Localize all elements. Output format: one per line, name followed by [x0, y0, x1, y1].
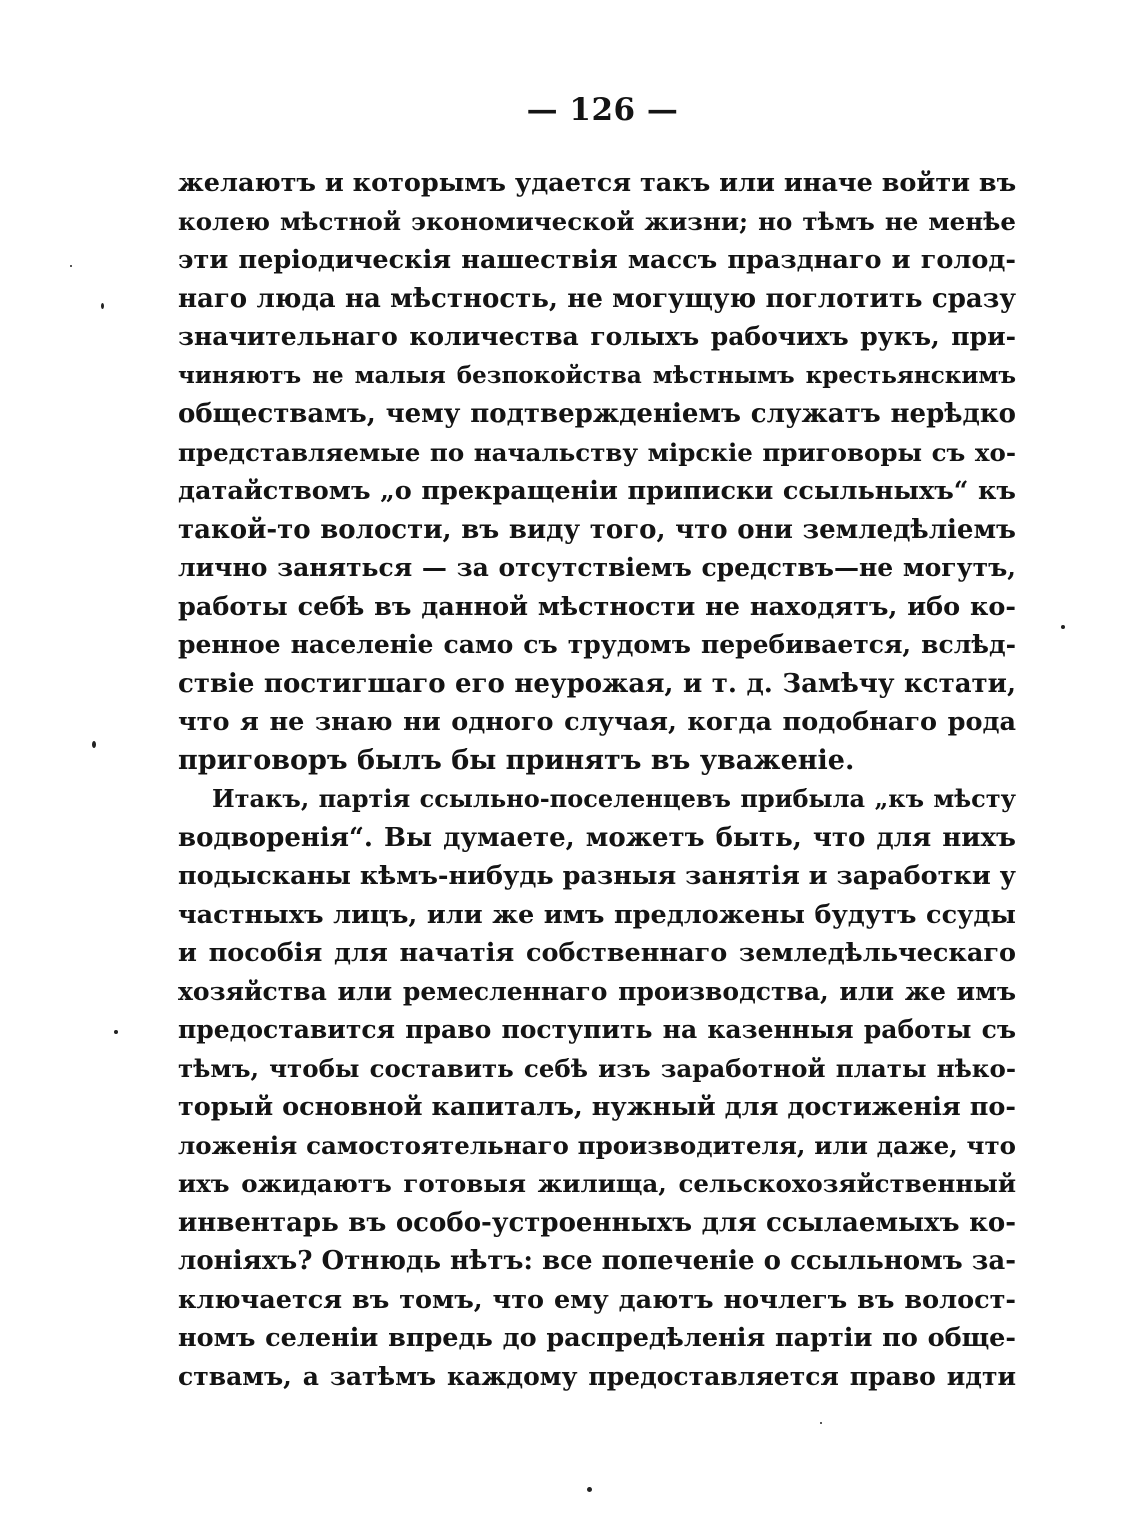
text-line: предоставится право поступить на казенныя работы съ — [178, 1015, 1016, 1044]
scan-speck — [114, 1030, 118, 1034]
scan-speck — [101, 303, 104, 309]
text-line: наго люда на мѣстность, не могущую поглотить сразу — [178, 283, 1016, 314]
page-number: — 126 — — [526, 92, 679, 128]
text-line: колею мѣстной экономической жизни; но тѣмъ не менѣе — [178, 206, 1016, 236]
text-line: такой-то волости, въ виду того, что они земледѣліемъ — [178, 514, 1016, 545]
text-line: лоніяхъ? Отнюдь нѣтъ: все попеченіе о ссыльномъ за- — [178, 1246, 1016, 1276]
text-line: ложенія самостоятельнаго производителя, или даже, что — [178, 1130, 1016, 1160]
text-line: торый основной капиталъ, нужный для достиженія по- — [178, 1092, 1016, 1122]
text-line: тѣмъ, чтобы составить себѣ изъ заработной платы нѣко- — [178, 1053, 1016, 1083]
body-text — [178, 164, 1016, 1396]
text-line: обществамъ, чему подтвержденіемъ служатъ нерѣдко — [178, 399, 1016, 429]
text-line: представляемые по начальству мірскіе приговоры съ хо- — [178, 437, 1016, 467]
text-line: ренное населеніе само съ трудомъ перебивается, вслѣд- — [178, 630, 1016, 659]
text-line: подысканы кѣмъ-нибудь разныя занятія и заработки у — [178, 861, 1016, 891]
paragraph-1 — [178, 164, 1016, 780]
paragraph-2 — [178, 780, 1016, 1396]
text-line: номъ селеніи впредь до распредѣленія партіи по обще- — [178, 1323, 1016, 1353]
text-line: что я не знаю ни одного случая, когда подобнаго рода — [178, 707, 1016, 737]
scan-speck — [820, 1422, 822, 1424]
text-line: ствамъ, а затѣмъ каждому предоставляется право идти — [178, 1361, 1016, 1391]
text-line: хозяйства или ремесленнаго производства, или же имъ — [178, 976, 1016, 1006]
text-line: водворенія“. Вы думаете, можетъ быть, что для нихъ — [178, 822, 1016, 853]
scan-speck — [1061, 625, 1065, 629]
scan-speck — [70, 265, 72, 267]
text-line: эти періодическія нашествія массъ празднаго и голод- — [178, 245, 1016, 275]
text-line: работы себѣ въ данной мѣстности не находятъ, ибо ко- — [178, 591, 1016, 622]
text-line: значительнаго количества голыхъ рабочихъ рукъ, при- — [178, 322, 1016, 351]
text-line: ихъ ожидаютъ готовыя жилища, сельскохозяйственный — [178, 1169, 1016, 1198]
text-line: лично заняться — за отсутствіемъ средствъ—не могутъ, — [178, 553, 1016, 582]
text-line: чиняютъ не малыя безпокойства мѣстнымъ крестьянскимъ — [178, 361, 1016, 389]
scan-speck — [587, 1487, 592, 1492]
text-line: инвентарь въ особо-устроенныхъ для ссылаемыхъ ко- — [178, 1207, 1016, 1238]
text-line: и пособія для начатія собственнаго земледѣльческаго — [178, 938, 1016, 968]
scan-speck — [92, 741, 96, 748]
text-line: приговоръ былъ бы принятъ въ уваженіе. — [178, 744, 855, 776]
text-line: ствіе постигшаго его неурожая, и т. д. Замѣчу кстати, — [178, 668, 1016, 699]
text-line: Итакъ, партія ссыльно-поселенцевъ прибыла „къ мѣсту — [212, 784, 1016, 813]
text-line: ключается въ томъ, что ему даютъ ночлегъ въ волост- — [178, 1284, 1016, 1315]
text-line: датайствомъ „о прекращеніи приписки ссыльныхъ“ къ — [178, 476, 1016, 506]
text-line: желаютъ и которымъ удается такъ или иначе войти въ — [178, 168, 1017, 198]
text-line: частныхъ лицъ, или же имъ предложены будутъ ссуды — [178, 899, 1016, 930]
